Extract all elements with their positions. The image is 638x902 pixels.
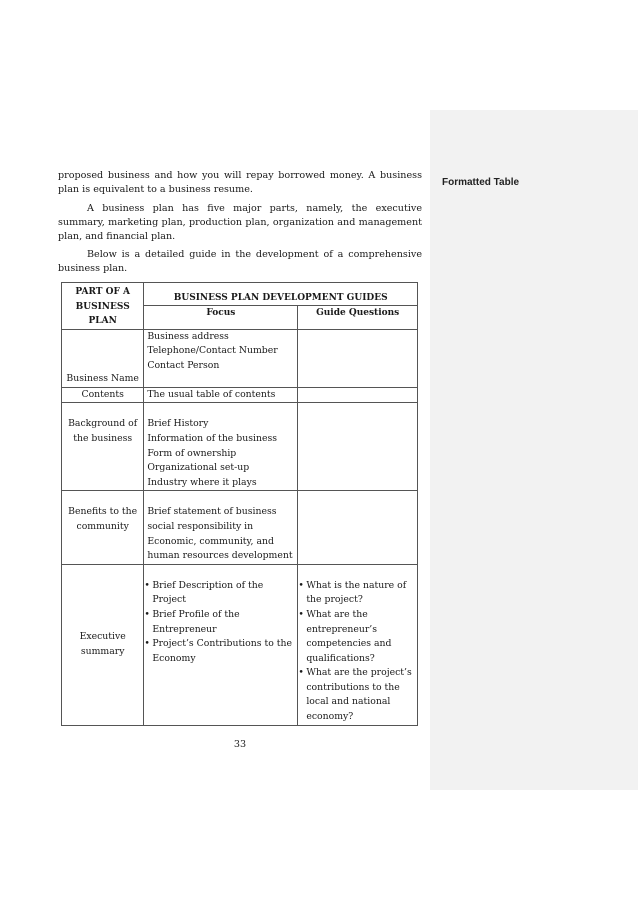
focus-cell: Business address Telephone/Contact Number Contact Person xyxy=(144,329,298,387)
questions-cell xyxy=(298,564,418,725)
list-item: • Project’s Contributions to the Economy xyxy=(147,637,294,666)
part-cell: Contents xyxy=(62,387,144,403)
focus-cell: Brief History Information of the business Form of ownership Organizational set-up Industry where it plays xyxy=(144,403,298,491)
questions-cell xyxy=(298,387,418,403)
focus-header: Focus xyxy=(144,306,298,329)
comment-pane xyxy=(430,110,638,790)
focus-cell: The usual table of contents xyxy=(144,387,298,403)
part-cell: Executive summary xyxy=(62,564,144,725)
group-header: BUSINESS PLAN DEVELOPMENT GUIDES xyxy=(144,283,418,306)
questions-cell xyxy=(298,329,418,387)
focus-cell: Brief statement of business social responsibility in Economic, community, and human resources development xyxy=(144,491,298,564)
page-number: 33 xyxy=(233,739,247,750)
table-header-row xyxy=(62,283,418,306)
paragraph-2: A business plan has five major parts, namely, the executive summary, marketing plan, production plan, organization and management plan, and financial plan. xyxy=(58,203,422,242)
part-header: PART OF A BUSINESS PLAN xyxy=(62,283,144,330)
part-cell: Business Name xyxy=(62,329,144,387)
table-row xyxy=(62,329,418,387)
list-item: • What are the entrepreneur’s competencies and qualifications? xyxy=(301,608,414,666)
comment-label: Formatted Table xyxy=(442,177,520,188)
table-row xyxy=(62,403,418,491)
paragraph-1: proposed business and how you will repay borrowed money. A business plan is equivalent to a business resume. xyxy=(58,170,422,195)
table-row xyxy=(62,491,418,564)
business-plan-table xyxy=(61,282,418,726)
list-item: • Brief Description of the Project xyxy=(147,579,294,608)
list-item: • Brief Profile of the Entrepreneur xyxy=(147,608,294,637)
table-row xyxy=(62,564,418,725)
list-item: • What are the project’s contributions to the local and national economy? xyxy=(301,666,414,724)
part-cell: Background of the business xyxy=(62,403,144,491)
list-item: • What is the nature of the project? xyxy=(301,579,414,608)
part-cell: Benefits to the community xyxy=(62,491,144,564)
questions-cell xyxy=(298,403,418,491)
questions-cell xyxy=(298,491,418,564)
questions-header: Guide Questions xyxy=(298,306,418,329)
focus-cell xyxy=(144,564,298,725)
table-row xyxy=(62,387,418,403)
paragraph-3: Below is a detailed guide in the development of a comprehensive business plan. xyxy=(58,249,422,274)
